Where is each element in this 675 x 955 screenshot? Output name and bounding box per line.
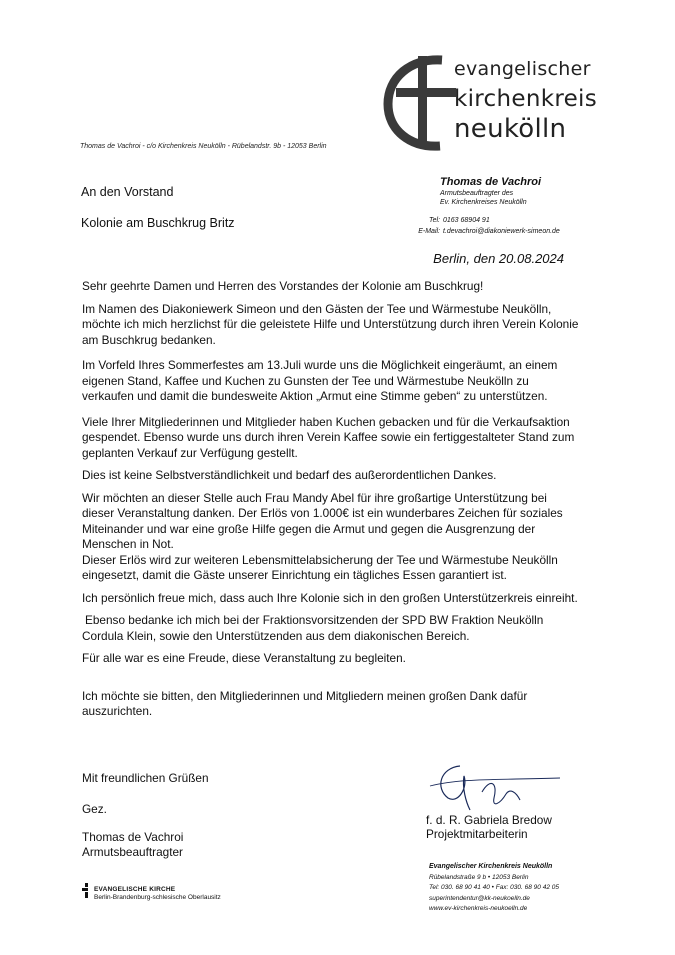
body-paragraph: Dies ist keine Selbstverständlichkeit und bedarf des außerordentlichen Dankes. [82, 468, 497, 482]
body-paragraph: Ich möchte sie bitten, den Mitgliederinnen und Mitgliedern meinen großen Dank dafür auszurichten. [82, 688, 528, 718]
closing-signatory [82, 830, 183, 860]
ekd-title: EVANGELISCHE KIRCHE [94, 886, 176, 893]
footer-email[interactable]: superintendentur@kk-neukoelln.de [429, 894, 530, 902]
signatory-name: Thomas de Vachroi [82, 830, 184, 844]
salutation: Sehr geehrte Damen und Herren des Vorstandes der Kolonie am Buschkrug! [82, 279, 484, 293]
letter-date: Berlin, den 20.08.2024 [433, 251, 564, 266]
author-tel: 0163 68904 91 [443, 217, 490, 224]
logo-line-3: neukölln [454, 114, 567, 144]
body-paragraph: Für alle war es eine Freude, diese Veranstaltung zu begleiten. [82, 651, 406, 665]
footer-org: Evangelischer Kirchenkreis Neukölln [429, 863, 553, 870]
logo-line-2: kirchenkreis [454, 86, 598, 112]
author-block [411, 178, 591, 236]
tel-label: Tel: [428, 217, 440, 224]
kirchenkreis-logo [382, 52, 602, 152]
body-paragraph: Im Vorfeld Ihres Sommerfestes am 13.Juli wurde uns die Möglichkeit eingeräumt, an einem eigenen Stand, Kaffee und Kuchen zu Gunsten der Tee und Wärmestube Neukölln zu verkaufen und damit die bundesweite Aktion „Armut eine Stimme geben“ zu unterstützen. [82, 358, 558, 403]
footer-address [429, 862, 559, 915]
ekd-cross-icon [82, 883, 90, 899]
handwritten-signature [420, 758, 570, 820]
author-name: Thomas de Vachroi [440, 176, 542, 188]
signatory-title: Armutsbeauftragter [82, 845, 183, 859]
closing-gez: Gez. [82, 802, 107, 816]
author-email[interactable]: t.devachroi@diakoniewerk-simeon.de [443, 228, 560, 235]
cosign-block [426, 813, 552, 841]
recipient-line-1: An den Vorstand [81, 185, 174, 199]
email-label: E-Mail: [418, 228, 440, 235]
recipient-block [81, 177, 235, 239]
sender-address-line: Thomas de Vachroi - c/o Kirchenkreis Neukölln - Rübelandstr. 9b - 12053 Berlin [80, 143, 327, 150]
body-paragraph: Ich persönlich freue mich, dass auch Ihre Kolonie sich in den großen Unterstützerkreis einreiht. [82, 590, 578, 605]
body-paragraph: Viele Ihrer Mitgliederinnen und Mitglieder haben Kuchen gebacken und für die Verkaufsaktion gespendet. Ebenso wurde uns durch ihren Verein Kaffee sowie ein fertiggestalteter Stand zum geplanten Verkauf zur Verfügung gestellt. [82, 414, 575, 460]
body-paragraph: Dieser Erlös wird zur weiteren Lebensmittelabsicherung der Tee und Wärmestube Neukölln eingesetzt, damit die Gäste unserer Einrichtung ein tägliches Essen garantiert ist. [82, 552, 558, 582]
body-paragraph: Im Namen des Diakoniewerk Simeon und den Gästen der Tee und Wärmestube Neukölln, möchte ich mich herzlichst für die geleistete Hilfe und Unterstützung durch ihren Verein Kolonie am Buschkrug bedanken. [82, 301, 579, 347]
author-role-2: Ev. Kirchenkreises Neukölln [440, 199, 527, 206]
body-paragraph: Ebenso bedanke ich mich bei der Fraktionsvorsitzenden der SPD BW Fraktion Neukölln Cordula Klein, sowie den Unterstützenden aus dem diakonischen Bereich. [82, 613, 544, 643]
author-role-1: Armutsbeauftragter des [440, 190, 514, 197]
footer-phone: Tel: 030. 68 90 41 40 • Fax: 030. 68 90 42 05 [429, 884, 559, 891]
logo-line-1: evangelischer [454, 58, 591, 80]
cosign-name: f. d. R. Gabriela Bredow [426, 813, 552, 827]
recipient-line-2: Kolonie am Buschkrug Britz [81, 216, 235, 230]
closing-greeting: Mit freundlichen Grüßen [82, 771, 209, 785]
footer-street: Rübelandstraße 9 b • 12053 Berlin [429, 873, 529, 881]
letter-body [82, 279, 582, 727]
body-paragraph: Wir möchten an dieser Stelle auch Frau Mandy Abel für ihre großartige Unterstützung bei dieser Veranstaltung danken. Der Erlös von 1.000€ ist ein wunderbares Zeichen für soziales Miteinander und war eine große Hilfe gegen die Armut und gegen die Ausgrenzung der Menschen in Not. [82, 490, 563, 551]
ekd-subtitle: Berlin-Brandenburg-schlesische Oberlausitz [94, 894, 221, 901]
cosign-title: Projektmitarbeiterin [426, 827, 528, 841]
cross-circle-logo-mark [382, 52, 462, 152]
footer-web[interactable]: www.ev-kirchenkreis-neukoelln.de [429, 905, 528, 912]
